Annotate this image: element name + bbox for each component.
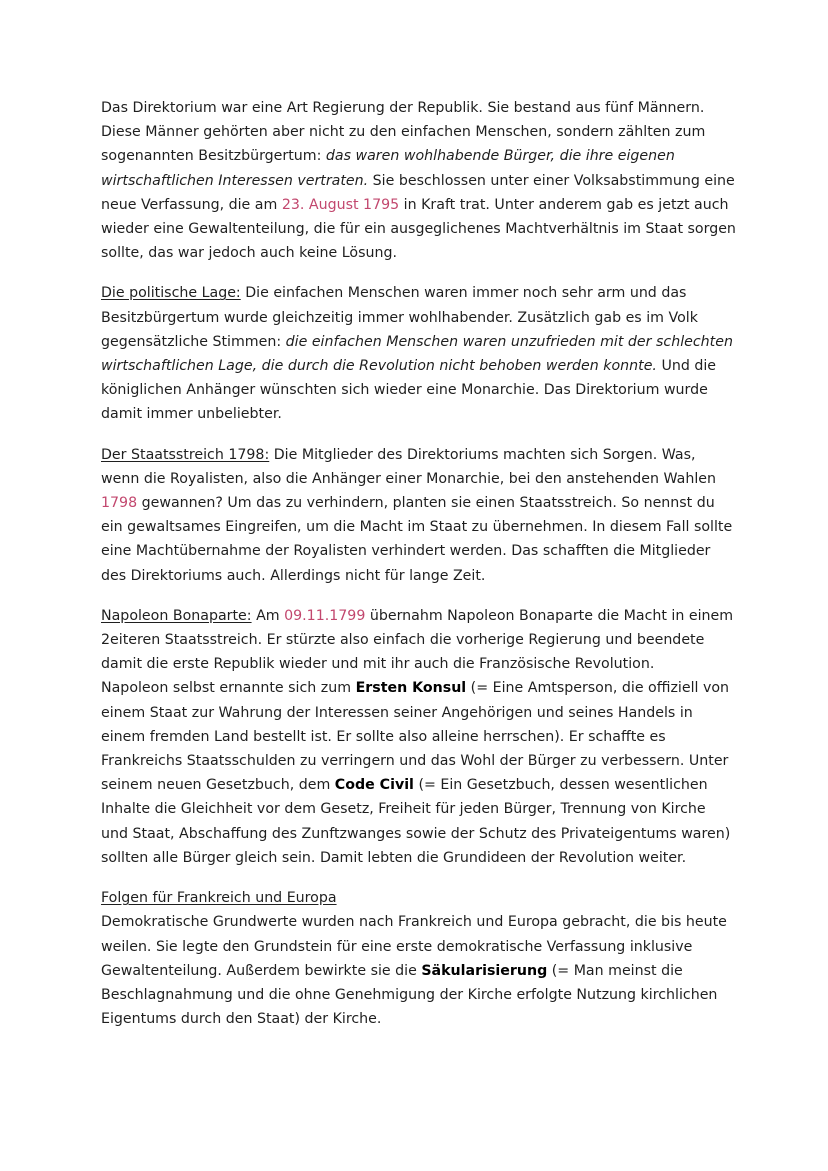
paragraph-staatsstreich — [101, 443, 736, 588]
text: Napoleon selbst ernannte sich zum — [101, 680, 356, 697]
section-heading: Der Staatsstreich 1798: — [101, 446, 270, 463]
paragraph-politische-lage — [101, 281, 736, 426]
paragraph-napoleon — [101, 604, 736, 870]
paragraph-folgen — [101, 886, 736, 1031]
text: Demokratische Grundwerte wurden nach Frankreich und Europa gebracht, die bis heute weilen. Sie legte den Grundstein für eine erste demokratische Verfassung inklusive Gewaltenteilung. Außerdem bewirkte sie die — [101, 914, 727, 979]
section-heading: Napoleon Bonaparte: — [101, 607, 252, 624]
text: (= Man meinst die Beschlagnahmung und die ohne Genehmigung der Kirche erfolgte Nutzung kirchlichen Eigentums durch den Staat) der Kirche. — [101, 962, 718, 1028]
text: Sie beschlossen unter einer Volksabstimmung eine neue Verfassung, die am — [101, 172, 735, 213]
text: Am — [251, 607, 285, 624]
text: Die einfachen Menschen waren immer noch sehr arm und das Besitzbürgertum wurde gleichzeitig immer wohlhabender. Zusätzlich gab es im Volk gegensätzliche Stimmen: — [101, 285, 698, 350]
section-heading: Die politische Lage: — [101, 285, 241, 302]
text: Die Mitglieder des Direktoriums machten sich Sorgen. Was, wenn die Royalisten, also die Anhänger einer Monarchie, bei den anstehenden Wahlen — [101, 446, 716, 487]
date-highlight: 09.11.1799 — [284, 607, 366, 624]
date-highlight: 1798 — [101, 495, 138, 512]
text: gewannen? Um das zu verhindern, planten sie einen Staatsstreich. So nennst du ein gewaltsames Eingreifen, um die Macht im Staat zu übernehmen. In diesem Fall sollte eine Machtübernahme der Royalisten verhindert werden. Das schafften die Mitglieder des Direktoriums auch. Allerdings nicht für lange Zeit. — [101, 495, 733, 584]
section-heading: Folgen für Frankreich und Europa — [101, 890, 337, 907]
bold-term: Ersten Konsul — [355, 680, 467, 697]
bold-term: Säkularisierung — [421, 962, 548, 979]
text: in Kraft trat. Unter anderem gab es jetzt auch wieder eine Gewaltenteilung, die für ein ausgeglichenes Machtverhältnis im Staat sorgen sollte, das war jedoch auch keine Lösung. — [101, 196, 736, 262]
text: (= Eine Amtsperson, die offiziell von einem Staat zur Wahrung der Interessen seiner Angehörigen und seines Handels in einem fremden Land bestellt ist. Er sollte also alleine herrschen). Er schaffte es Frankreichs Staatsschulden zu verringern und das Wohl der Bürger zu verbessern. Unter seinem neuen Gesetzbuch, dem — [101, 680, 730, 794]
paragraph-direktorium — [101, 96, 736, 265]
italic-text: die einfachen Menschen waren unzufrieden mit der schlechten wirtschaftlichen Lage, die durch die Revolution nicht behoben werden konnte. — [101, 333, 733, 375]
text: Das Direktorium war eine Art Regierung der Republik. Sie bestand aus fünf Männern. Diese Männer gehörten aber nicht zu den einfachen Menschen, sondern zählten zum sogenannten Besitzbürgertum: — [101, 100, 706, 165]
text: Und die königlichen Anhänger wünschten sich wieder eine Monarchie. Das Direktorium wurde damit immer unbeliebter. — [101, 358, 717, 423]
text: übernahm Napoleon Bonaparte die Macht in einem 2eiteren Staatsstreich. Er stürzte also einfach die vorherige Regierung und beendete damit die erste Republik wieder und mit ihr auch die Französische Revolution. — [101, 607, 734, 673]
text: (= Ein Gesetzbuch, dessen wesentlichen Inhalte die Gleichheit vor dem Gesetz, Freiheit für jeden Bürger, Trennung von Kirche und Staat, Abschaffung des Zunftzwanges sowie der Schutz des Privateigentums waren) sollten alle Bürger gleich sein. Damit lebten die Grundideen der Revolution weiter. — [101, 777, 731, 866]
date-highlight: 23. August 1795 — [281, 196, 400, 213]
italic-text: das waren wohlhabende Bürger, die ihre eigenen wirtschaftlichen Interessen vertraten. — [101, 148, 675, 189]
bold-term: Code Civil — [334, 777, 414, 794]
